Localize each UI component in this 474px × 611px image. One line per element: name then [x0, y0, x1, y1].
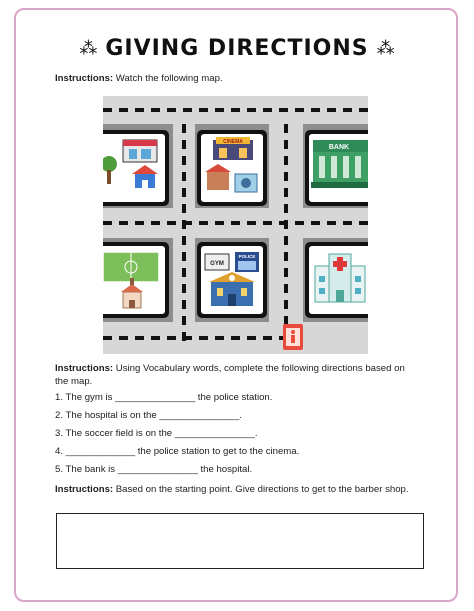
exercise-item: 1. The gym is _______________ the police station. [55, 392, 273, 403]
soccer-field-icon [103, 246, 165, 314]
hospital-icon [309, 246, 368, 314]
instructions-2 [55, 363, 415, 388]
exercise-item: 5. The bank is _______________ the hospital. [55, 464, 253, 475]
block-top-middle [197, 130, 267, 206]
cinema-icon [201, 134, 263, 202]
instructions-label: Instructions: [55, 363, 114, 374]
bank-sign: BANK [328, 144, 350, 151]
exercise-item: 4. _____________ the police station to get to the cinema. [55, 446, 300, 457]
instructions-1 [55, 73, 223, 86]
police-sign: POLICE [238, 254, 256, 259]
title-bar [0, 33, 474, 63]
lane-marking [103, 336, 283, 340]
exercise-item: 3. The soccer field is on the _______________. [55, 428, 258, 439]
starting-point-icon [280, 324, 306, 354]
block-bottom-middle [197, 242, 267, 318]
instructions-label: Instructions: [55, 73, 114, 84]
town-map [103, 96, 368, 354]
instructions-1-text: Watch the following map. [113, 73, 223, 84]
title-decoration-left: ⁂ [79, 37, 98, 58]
page-title: GIVING DIRECTIONS [105, 35, 369, 61]
cinema-sign: CINEMA [223, 139, 243, 145]
block-top-right [305, 130, 368, 206]
gym-and-police-icon [201, 246, 263, 314]
title-decoration-right: ⁂ [376, 37, 395, 58]
lane-marking [103, 108, 368, 112]
bank-icon [309, 134, 368, 202]
gym-sign: GYM [210, 261, 224, 267]
barber-shop-icon [103, 134, 165, 202]
block-top-left [103, 130, 169, 206]
instructions-3-text: Based on the starting point. Give directions to get to the barber shop. [113, 484, 409, 495]
lane-marking [182, 124, 186, 348]
instructions-3 [55, 484, 415, 497]
instructions-label: Instructions: [55, 484, 114, 495]
block-bottom-left [103, 242, 169, 318]
lane-marking [284, 124, 288, 324]
lane-marking [103, 221, 368, 225]
exercise-item: 2. The hospital is on the _______________. [55, 410, 243, 421]
block-bottom-right [305, 242, 368, 318]
answer-box[interactable] [56, 513, 424, 569]
instructions-2-text: Using Vocabulary words, complete the following directions based on the map. [55, 363, 405, 387]
